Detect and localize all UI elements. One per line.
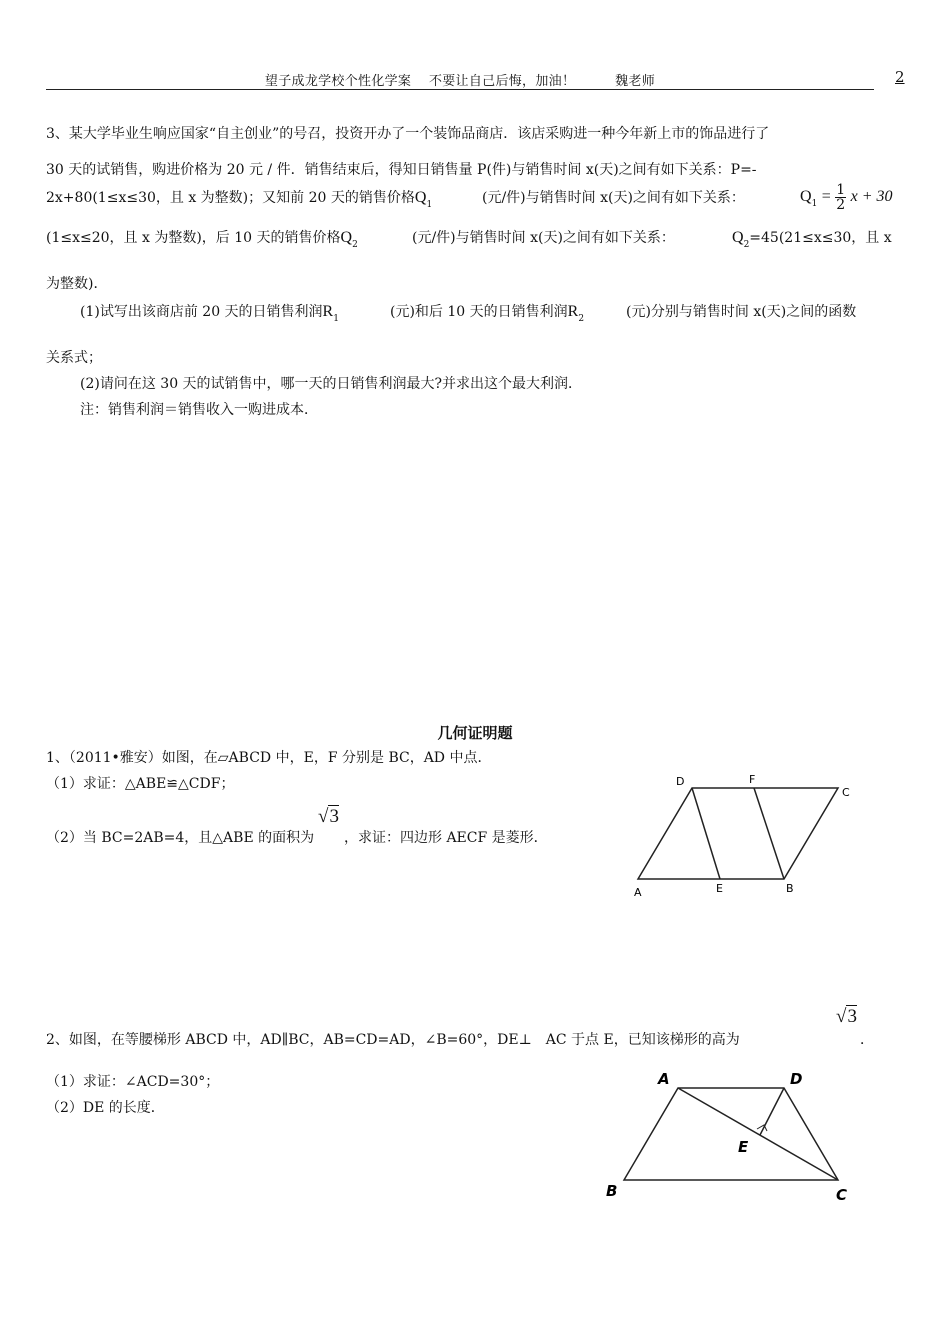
q1-rhs: x + 30 [850,188,893,205]
q2-sub: 2 [352,240,358,250]
r2-sub: 2 [578,314,585,324]
p3-note: 注：销售利润＝销售收入一购进成本． [80,402,318,418]
p3-line4c-text: =45(21≤x≤30，且 x [749,230,892,246]
p3-line3a: 2x+80(1≤x≤30，且 x 为整数)；又知前 20 天的销售价格 [46,190,415,206]
trapezoid-abcd [624,1088,838,1180]
p3-q2: (2)请问在这 30 天的试销售中，哪一天的日销售利润最大?并求出这个最大利润． [80,376,583,392]
diagonal-ac [678,1088,838,1180]
p3-q1a: (1)试写出该商店前 20 天的日销售利润 [80,304,323,320]
g1-line3b: ，求证：四边形 AECF 是菱形． [344,830,548,846]
trapezoid-figure [598,1064,868,1210]
p3-line4b: (元/件)与销售时间 x(天)之间有如下关系： [412,230,675,246]
r1-sub: 1 [333,314,339,324]
q1-equation [800,180,893,221]
r1-symbol: R [322,303,334,320]
fraction-denominator: 2 [836,196,846,213]
q2-eq-symbol: Q [732,229,744,246]
label-e: E [738,1138,749,1156]
p3-line3b: (元/件)与销售时间 x(天)之间有如下关系： [482,190,745,206]
label-d: D [676,775,685,788]
r2-symbol: R [567,303,579,320]
g1-sqrt3-radicand: 3 [329,806,339,827]
parallelogram-figure [628,768,868,903]
g1-sqrt3: √3 [318,806,339,827]
label-c: C [842,786,850,799]
q2-symbol: Q [340,229,353,246]
header-rule [46,89,874,90]
p3-q1b: (元)和后 10 天的日销售利润 [390,304,568,320]
fraction-numerator: 1 [836,181,846,198]
q1-equals: = [821,188,831,205]
g1-line1: 1、（2011•雅安）如图，在▱ABCD 中，E，F 分别是 BC，AD 中点． [46,750,492,766]
p3-line2: 30 天的试销售，购进价格为 20 元 / 件．销售结束后，得知日销售量 P(件)与销售时间 x(天)之间有如下关系：P=- [46,162,757,178]
q1-lhs-sub: 1 [811,199,818,209]
parallelogram-abcd [638,788,838,879]
g2-line1a: 2、如图，在等腰梯形 ABCD 中，AD∥BC，AB=CD=AD，∠B=60°，DE⊥ AC 于点 E，已知该梯形的高为 [46,1032,740,1048]
g1-line3a: （2）当 BC=2AB=4，且△ABE 的面积为 [46,830,315,846]
p3-q1c: (元)分别与销售时间 x(天)之间的函数 [626,304,857,320]
label-a: A [658,1070,670,1088]
label-e: E [716,882,723,895]
segment-fb [754,788,784,879]
g1-line2: （1）求证：△ABE≌△CDF； [46,776,235,792]
one-half-fraction [835,183,846,212]
section-title: 几何证明题 [437,724,513,742]
p3-line7: 关系式； [46,350,102,366]
segment-de [760,1088,784,1135]
page-number: 2 [895,68,905,86]
g2-line3: （2）DE 的长度． [46,1100,165,1116]
q1-lhs: Q [800,188,812,205]
q-sub1: 1 [426,200,433,210]
label-f: F [749,773,756,786]
p3-line3 [46,188,432,215]
p3-line4a: (1≤x≤20，且 x 为整数)，后 10 天的销售价格 [46,230,341,246]
label-b: B [786,882,794,895]
label-b: B [606,1182,618,1200]
q2-eq-sub: 2 [743,240,750,250]
p3-q1 [80,302,339,329]
label-a: A [634,886,642,899]
p3-line4 [46,228,358,255]
label-c: C [836,1186,848,1204]
header-text: 望子成龙学校个性化学案 不要让自己后悔，加油！ 魏老师 [264,74,656,89]
segment-de [692,788,720,879]
g2-sqrt3: √3 [836,1006,857,1027]
p3-line4c [732,228,892,255]
g2-line1b: ． [860,1032,874,1048]
q-symbol: Q [414,189,427,206]
g2-sqrt3-radicand: 3 [847,1006,857,1027]
label-d: D [790,1070,803,1088]
p3-line1: 3、某大学毕业生响应国家“自主创业”的号召，投资开办了一个装饰品商店．该店采购进一种今年新上市的饰品进行了 [46,126,770,142]
p3-q1-mid [390,302,584,329]
g2-line2: （1）求证：∠ACD=30°； [46,1074,220,1090]
p3-line5: 为整数)． [46,276,108,292]
